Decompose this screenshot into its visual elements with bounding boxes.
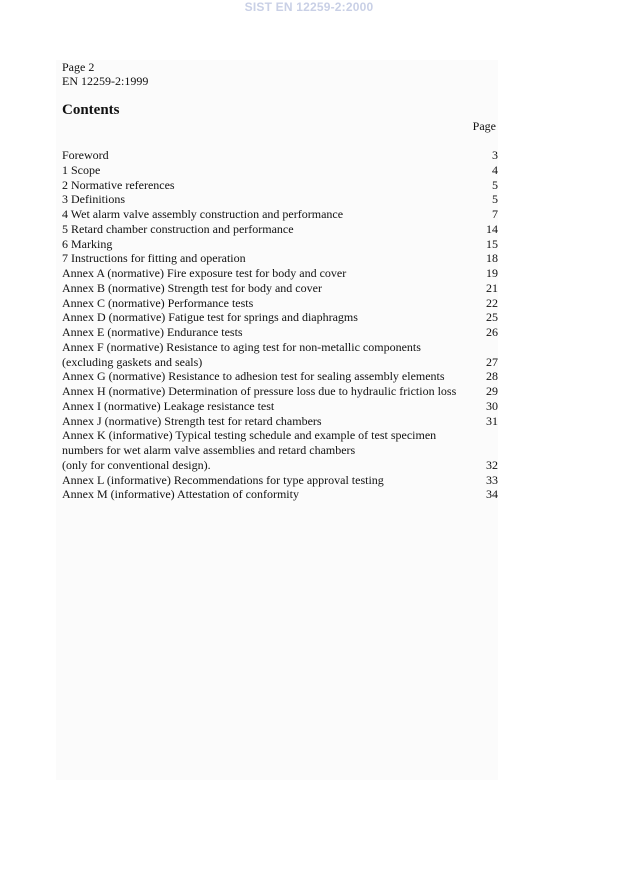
toc-entry-page-number: 26 (486, 325, 498, 339)
toc-entry (62, 399, 498, 414)
toc-entry-title (62, 251, 464, 266)
toc-entry-page-number: 34 (486, 487, 498, 502)
toc-entry-title (62, 281, 464, 296)
toc-entry-page-number: 31 (486, 413, 498, 428)
toc-entry (62, 251, 498, 266)
toc-entry-page-number: 3 (492, 148, 498, 162)
toc-entry-title-line: Annex F (normative) Resistance to aging test for non-metallic components (62, 339, 421, 354)
toc-entry-page-number: 4 (492, 162, 498, 177)
toc-entry-title-line: Annex G (normative) Resistance to adhesion test for sealing assembly elements (62, 369, 445, 384)
toc-entry-title-line: Annex K (informative) Typical testing schedule and example of test specimen (62, 428, 437, 443)
toc-entry (62, 473, 498, 488)
toc-entry-title (62, 369, 464, 384)
toc-entry-title-line: 3 Definitions (62, 192, 125, 207)
toc-entry-page-number: 7 (492, 207, 498, 221)
toc-entry-title (62, 473, 464, 488)
toc-entry-title (62, 178, 464, 193)
toc-entry (62, 192, 498, 207)
toc-entry-page-number: 29 (486, 384, 498, 398)
toc-entry-title-line: 2 Normative references (62, 177, 175, 192)
toc-entry (62, 487, 498, 502)
toc-entry-title-line: 7 Instructions for fitting and operation (62, 251, 246, 266)
toc-entry-title-line: Annex D (normative) Fatigue test for springs and diaphragms (62, 310, 358, 325)
toc-entry (62, 222, 498, 237)
toc-entry-page-number: 25 (486, 310, 498, 325)
toc-entry-page-number: 5 (492, 177, 498, 192)
toc-entry-title (62, 207, 464, 222)
toc-entry-title (62, 384, 464, 399)
toc-entry (62, 340, 498, 370)
toc-entry-title (62, 222, 464, 237)
toc-entry (62, 384, 498, 399)
toc-entry-title-line: Annex L (informative) Recommendations for type approval testing (62, 472, 384, 487)
toc-entry-title-line: 6 Marking (62, 236, 113, 251)
toc-entry (62, 207, 498, 222)
toc-entry-title (62, 237, 464, 252)
toc-entry (62, 163, 498, 178)
page-header (62, 60, 148, 88)
toc-entry (62, 414, 498, 429)
toc-entry-page-number: 22 (486, 295, 498, 310)
toc-entry-title-line: Annex H (normative) Determination of pressure loss due to hydraulic friction loss (62, 384, 457, 398)
toc-entry-page-number: 32 (486, 457, 498, 472)
toc-entry-page-number: 28 (486, 369, 498, 384)
toc-entry-title (62, 296, 464, 311)
toc-entry-page-number: 18 (486, 251, 498, 266)
toc-entry-title (62, 399, 464, 414)
toc-entry-title-line: Annex I (normative) Leakage resistance test (62, 398, 275, 413)
toc-entry-title (62, 310, 464, 325)
toc-entry-title (62, 428, 464, 472)
toc-entry (62, 266, 498, 281)
toc-entry (62, 148, 498, 163)
toc-entry-title (62, 266, 464, 281)
toc-entry-title-line: Annex J (normative) Strength test for retard chambers (62, 413, 322, 428)
toc-entry-page-number: 14 (486, 221, 498, 236)
toc-entry-title-line: 4 Wet alarm valve assembly construction and performance (62, 207, 344, 221)
page-column-header: Page (472, 119, 496, 133)
toc-entry-title-line: Foreword (62, 148, 109, 162)
toc-entry (62, 369, 498, 384)
toc-entry-title (62, 325, 464, 340)
toc-entry-title (62, 340, 464, 370)
toc-entry-page-number: 5 (492, 192, 498, 207)
table-of-contents (62, 148, 498, 502)
toc-entry-title (62, 414, 464, 429)
page-number-label: Page 2 (62, 60, 95, 74)
toc-entry-title-line: Annex A (normative) Fire exposure test for body and cover (62, 266, 347, 280)
toc-entry-title (62, 148, 464, 163)
toc-entry-title-line: (only for conventional design). (62, 457, 211, 472)
toc-entry (62, 237, 498, 252)
toc-entry-title-line: 5 Retard chamber construction and performance (62, 221, 294, 236)
toc-entry-page-number: 21 (486, 280, 498, 295)
toc-entry-title-line: Annex C (normative) Performance tests (62, 295, 254, 310)
contents-title: Contents (62, 102, 120, 118)
toc-entry-page-number: 27 (486, 354, 498, 369)
toc-entry-title-line: numbers for wet alarm valve assemblies and retard chambers (62, 443, 356, 457)
toc-entry-title (62, 192, 464, 207)
toc-entry (62, 281, 498, 296)
toc-entry (62, 296, 498, 311)
toc-entry (62, 310, 498, 325)
toc-entry-page-number: 30 (486, 398, 498, 413)
toc-entry (62, 325, 498, 340)
toc-entry (62, 428, 498, 472)
toc-entry-title-line: 1 Scope (62, 162, 101, 177)
toc-entry-title-line: Annex E (normative) Endurance tests (62, 325, 243, 339)
toc-entry-title-line: Annex M (informative) Attestation of conformity (62, 487, 299, 502)
toc-entry-title (62, 163, 464, 178)
toc-entry-title-line: (excluding gaskets and seals) (62, 354, 203, 369)
toc-entry-page-number: 15 (486, 236, 498, 251)
toc-entry-title (62, 487, 464, 502)
watermark-text: SIST EN 12259-2:2000 (244, 0, 374, 14)
toc-entry-page-number: 19 (486, 266, 498, 280)
toc-entry-page-number: 33 (486, 472, 498, 487)
toc-entry-title-line: Annex B (normative) Strength test for body and cover (62, 280, 322, 295)
toc-entry (62, 178, 498, 193)
standard-identifier: EN 12259-2:1999 (62, 74, 149, 88)
